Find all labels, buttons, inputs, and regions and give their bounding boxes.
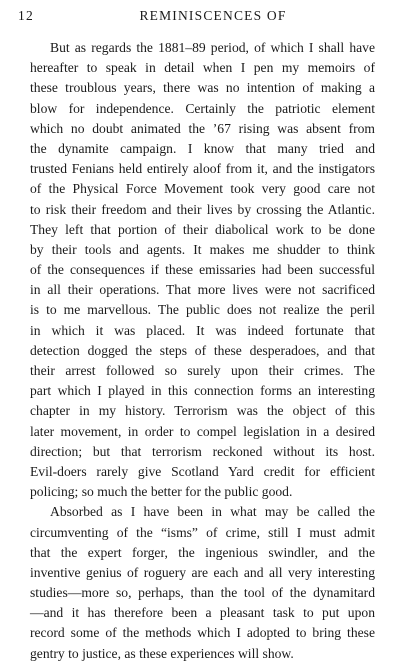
text-line: —and it has therefore been a pleasant task to put upon — [30, 605, 375, 621]
text-line: circumventing of the “isms” of crime, still I must admit — [30, 524, 375, 540]
text-line: But as regards the 1881–89 period, of which I shall have — [50, 40, 375, 55]
text-line: record some of the methods which I adopted to bring these — [30, 625, 375, 641]
text-line: chapter in my history. Terrorism was the object of this — [30, 403, 375, 419]
text-line: is to me marvellous. The public does not realize the peril — [30, 302, 375, 318]
text-line: these troublous years, there was no intention of making a — [30, 80, 375, 96]
text-line: studies—more so, perhaps, than the tool of the dynamitard — [30, 585, 375, 601]
body-text — [30, 38, 375, 664]
text-line: Absorbed as I have been in what may be called the — [50, 504, 375, 520]
text-line: detection dogged the steps of these desperadoes, and that — [30, 342, 375, 358]
text-line: by their tools and agents. It makes me shudder to think — [30, 241, 375, 257]
text-line: to risk their freedom and their lives by crossing the Atlantic. — [30, 201, 375, 217]
text-line: They left that portion of their diabolical work to be done — [30, 221, 375, 237]
running-head — [18, 8, 378, 28]
text-line: blow for independence. Certainly the patriotic element — [30, 100, 375, 116]
text-line: in all their operations. That more lives were not sacrificed — [30, 282, 375, 298]
text-line: of the Physical Force Movement took very good care not — [30, 181, 375, 197]
text-line: Evil-doers rarely give Scotland Yard credit for efficient — [30, 463, 375, 479]
text-line: direction; but that terrorism reckoned without its host. — [30, 443, 375, 459]
running-title: REMINISCENCES OF — [139, 8, 287, 23]
text-line: in which it was placed. It was indeed fortunate that — [30, 322, 375, 338]
text-line: inventive genius of roguery are each and all very interesting — [30, 564, 375, 580]
text-line: their arrest followed so surely upon their crimes. The — [30, 363, 375, 378]
text-line: of the consequences if these emissaries had been successful — [30, 262, 375, 278]
text-line: trusted Fenians held entirely aloof from it, and the instigators — [30, 161, 375, 177]
text-line: policing; so much the better for the public good. — [30, 484, 293, 500]
text-line: which no doubt animated the ’67 rising was absent from — [30, 120, 375, 136]
text-line: that the expert forger, the ingenious swindler, and the — [30, 544, 375, 560]
page-number: 12 — [18, 8, 34, 23]
text-line: later movement, in order to compel legislation in a desired — [30, 423, 375, 439]
text-line: hereafter to speak in detail when I pen my memoirs of — [30, 60, 375, 76]
text-line: the dynamite campaign. I know that many tried and — [30, 140, 375, 156]
paragraph-1 — [30, 38, 375, 502]
text-line: gentry to justice, as these experiences will show. — [30, 645, 294, 661]
text-line: part which I played in this connection forms an interesting — [30, 383, 375, 399]
paragraph-2 — [30, 502, 375, 664]
